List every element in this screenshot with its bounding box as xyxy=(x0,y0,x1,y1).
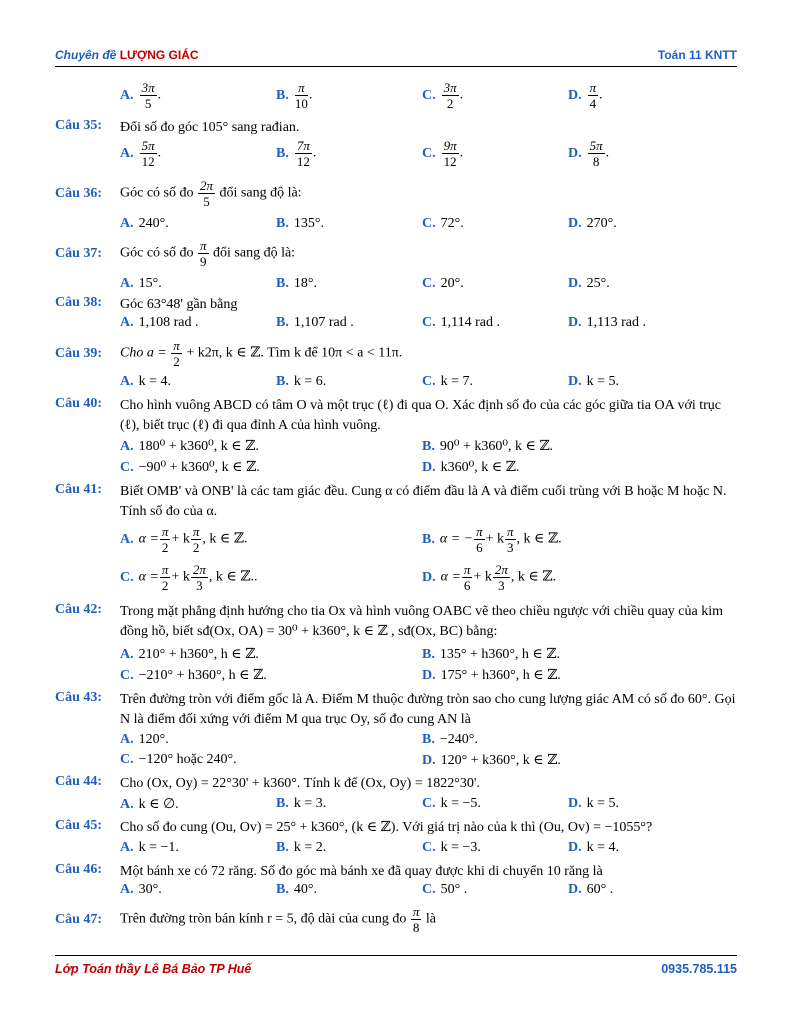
page-footer xyxy=(55,955,737,976)
option-d[interactable]: D. $\frac{5\pi}{8}$ . xyxy=(568,138,610,169)
option-b[interactable]: B. 135°. xyxy=(276,216,324,231)
option-d[interactable]: D. 120° + k360°, k ∈ ℤ. xyxy=(422,753,561,768)
question-text: Một bánh xe có 72 răng. Số đo góc mà bánh xe đã quay được khi di chuyển 10 răng là xyxy=(120,864,603,879)
question-40 xyxy=(55,396,739,478)
option-d[interactable]: D. k = 4. xyxy=(568,840,620,855)
header-topic: Chuyên đề LƯỢNG GIÁC xyxy=(55,48,199,62)
option-c[interactable]: C. 50° . xyxy=(422,882,468,897)
option-c[interactable]: C. 72°. xyxy=(422,216,464,231)
option-a[interactable]: A. 240°. xyxy=(120,216,169,231)
option-b[interactable]: B. 135° + h360°, h ∈ ℤ. xyxy=(422,647,561,662)
option-d[interactable]: D. k = 5. xyxy=(568,374,620,389)
question-label: Câu 43: xyxy=(55,690,103,705)
option-a[interactable]: A. k = −1. xyxy=(120,840,179,855)
option-c[interactable]: C. α = $\frac{\pi}{2}$ + k $\frac{2\pi}{3}$ , k ∈ ℤ.. xyxy=(120,562,258,593)
header-course: Toán 11 KNTT xyxy=(657,48,737,62)
page-header xyxy=(55,46,737,67)
question-text: Góc 63°48' gần bằng xyxy=(120,297,238,312)
question-text: Góc có số đo $\frac{2\pi}{5}$ đổi sang độ là: xyxy=(120,178,302,209)
option-d[interactable]: D. k = 5. xyxy=(568,796,620,811)
option-d[interactable]: D. 1,113 rad . xyxy=(568,315,646,330)
option-c[interactable]: C. k = −3. xyxy=(422,840,481,855)
option-d[interactable]: D. α = $\frac{\pi}{6}$ + k $\frac{2\pi}{3}$ , k ∈ ℤ. xyxy=(422,562,556,593)
question-41 xyxy=(55,482,739,600)
question-42 xyxy=(55,602,739,688)
option-c[interactable]: C. 1,114 rad . xyxy=(422,315,500,330)
question-36 xyxy=(55,178,739,236)
option-c[interactable]: C. 20°. xyxy=(422,276,464,291)
footer-teacher: Lớp Toán thầy Lê Bá Bảo TP Huế xyxy=(55,962,252,976)
option-b[interactable]: B. $\frac{\pi}{10}$ . xyxy=(276,80,313,111)
question-34-options xyxy=(55,78,739,118)
option-a[interactable]: A. $\frac{3\pi}{5}$ . xyxy=(120,80,162,111)
question-text: Trên đường tròn bán kính r = 5, độ dài của cung đo $\frac{\pi}{8}$ là xyxy=(120,904,437,935)
option-a[interactable]: A. 120°. xyxy=(120,732,169,747)
option-d[interactable]: D. 270°. xyxy=(568,216,617,231)
question-label: Câu 42: xyxy=(55,602,103,617)
question-43 xyxy=(55,690,739,774)
option-b[interactable]: B. k = 3. xyxy=(276,796,327,811)
question-label: Câu 38: xyxy=(55,295,103,310)
option-b[interactable]: B. α = − $\frac{\pi}{6}$ + k $\frac{\pi}{3}$ , k ∈ ℤ. xyxy=(422,524,562,555)
question-39 xyxy=(55,338,739,394)
question-label: Câu 41: xyxy=(55,482,103,497)
header-topic-name: LƯỢNG GIÁC xyxy=(119,48,199,62)
question-text: Biết OMB' và ONB' là các tam giác đều. Cung α có điểm đầu là A và điểm cuối trùng với B hoặc M hoặc N. Tính số đo của α. xyxy=(120,484,727,519)
option-c[interactable]: C. k = 7. xyxy=(422,374,474,389)
question-label: Câu 46: xyxy=(55,862,103,877)
question-text: Đổi số đo góc 105° sang rađian. xyxy=(120,120,300,135)
question-text: Góc có số đo $\frac{\pi}{9}$ đổi sang độ là: xyxy=(120,238,296,269)
question-label: Câu 40: xyxy=(55,396,103,411)
option-a[interactable]: A. 180⁰ + k360⁰, k ∈ ℤ. xyxy=(120,439,259,454)
question-44 xyxy=(55,774,739,816)
question-46 xyxy=(55,862,739,902)
option-c[interactable]: C. $\frac{9\pi}{12}$ . xyxy=(422,138,464,169)
question-text: Trong mặt phẳng định hướng cho tia Ox và hình vuông OABC vẽ theo chiều ngược với chiều quay của kim đồng hồ, biết sđ(Ox, OA) = 30⁰ + k360°, k ∈ ℤ , sđ(Ox, BC) bằng: xyxy=(120,604,723,639)
question-label: Câu 39: xyxy=(55,346,103,361)
option-b[interactable]: B. 18°. xyxy=(276,276,317,291)
question-text: Cho số đo cung (Ou, Ov) = 25° + k360°, (k ∈ ℤ). Với giá trị nào của k thì (Ou, Ov) = −1055°? xyxy=(120,820,653,835)
question-label: Câu 36: xyxy=(55,186,103,201)
option-a[interactable]: A. 210° + h360°, h ∈ ℤ. xyxy=(120,647,259,662)
option-b[interactable]: B. 90⁰ + k360⁰, k ∈ ℤ. xyxy=(422,439,554,454)
option-a[interactable]: A. k ∈ ∅. xyxy=(120,797,179,812)
option-a[interactable]: A. 1,108 rad . xyxy=(120,315,199,330)
option-d[interactable]: D. 60° . xyxy=(568,882,614,897)
question-45 xyxy=(55,818,739,860)
question-text: Trên đường tròn với điểm gốc là A. Điểm M thuộc đường tròn sao cho cung lượng giác AM có số đo 60°. Gọi N là điểm đối xứng với điểm M qua trục Oy, số đo cung AN là xyxy=(120,692,736,727)
option-c[interactable]: C. k = −5. xyxy=(422,796,481,811)
option-a[interactable]: A. 30°. xyxy=(120,882,162,897)
question-37 xyxy=(55,238,739,296)
question-label: Câu 45: xyxy=(55,818,103,833)
question-label: Câu 35: xyxy=(55,118,103,133)
option-c[interactable]: C. −210° + h360°, h ∈ ℤ. xyxy=(120,668,267,683)
option-b[interactable]: B. $\frac{7\pi}{12}$ . xyxy=(276,138,317,169)
option-a[interactable]: A. α = $\frac{\pi}{2}$ + k $\frac{\pi}{2}$ , k ∈ ℤ. xyxy=(120,524,248,555)
option-a[interactable]: A. k = 4. xyxy=(120,374,172,389)
option-c[interactable]: C. −90⁰ + k360⁰, k ∈ ℤ. xyxy=(120,460,260,475)
question-label: Câu 44: xyxy=(55,774,103,789)
option-b[interactable]: B. k = 6. xyxy=(276,374,327,389)
question-text: Cho hình vuông ABCD có tâm O và một trục (ℓ) đi qua O. Xác định số đo của các góc giữa tia OA với trục (ℓ), biết trục (ℓ) đi qua đỉnh A của hình vuông. xyxy=(120,398,722,433)
question-35 xyxy=(55,118,739,178)
question-text: Cho a = $\frac{\pi}{2}$ + k2π, k ∈ ℤ. Tìm k để 10π < a < 11π. xyxy=(120,338,403,369)
footer-phone: 0935.785.115 xyxy=(661,962,737,976)
option-d[interactable]: D. 25°. xyxy=(568,276,610,291)
option-a[interactable]: A. 15°. xyxy=(120,276,162,291)
question-47 xyxy=(55,904,739,944)
question-label: Câu 47: xyxy=(55,912,103,927)
question-label: Câu 37: xyxy=(55,246,103,261)
option-d[interactable]: D. $\frac{\pi}{4}$ . xyxy=(568,80,603,111)
option-b[interactable]: B. −240°. xyxy=(422,732,478,747)
option-b[interactable]: B. k = 2. xyxy=(276,840,327,855)
question-38 xyxy=(55,295,739,335)
option-a[interactable]: A. $\frac{5\pi}{12}$ . xyxy=(120,138,162,169)
option-b[interactable]: B. 40°. xyxy=(276,882,317,897)
option-b[interactable]: B. 1,107 rad . xyxy=(276,315,354,330)
option-c[interactable]: C. $\frac{3\pi}{2}$ . xyxy=(422,80,464,111)
option-d[interactable]: D. 175° + h360°, h ∈ ℤ. xyxy=(422,668,561,683)
option-c[interactable]: C. −120° hoặc 240°. xyxy=(120,752,237,767)
option-d[interactable]: D. k360⁰, k ∈ ℤ. xyxy=(422,460,520,475)
question-text: Cho (Ox, Oy) = 22°30' + k360°. Tính k để (Ox, Oy) = 1822°30'. xyxy=(120,776,480,791)
